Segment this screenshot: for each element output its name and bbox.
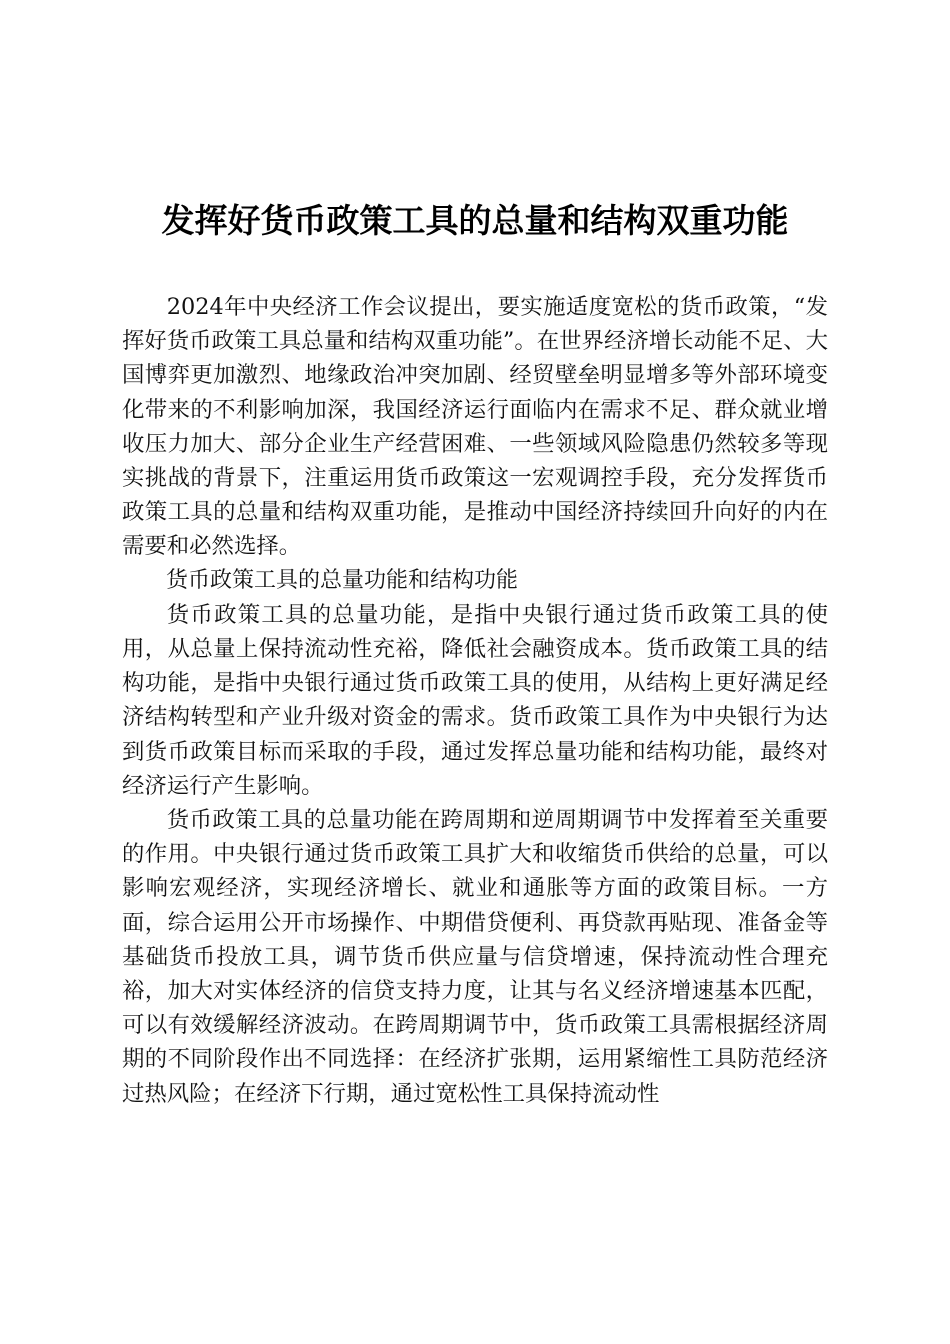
- intro-paragraph: 2024年中央经济工作会议提出，要实施适度宽松的货币政策，“发挥好货币政策工具总量和结构双重功能”。在世界经济增长动能不足、大国博弈更加激烈、地缘政治冲突加剧、经贸壁垒明显增多等外部环境变化带来的不利影响加深，我国经济运行面临内在需求不足、群众就业增收压力加大、部分企业生产经营困难、一些领域风险隐患仍然较多等现实挑战的背景下，注重运用货币政策这一宏观调控手段，充分发挥货币政策工具的总量和结构双重功能，是推动中国经济持续回升向好的内在需要和必然选择。: [122, 294, 828, 560]
- document-body: [122, 290, 828, 1111]
- body-paragraph: 货币政策工具的总量功能，是指中央银行通过货币政策工具的使用，从总量上保持流动性充裕，降低社会融资成本。货币政策工具的结构功能，是指中央银行通过货币政策工具的使用，从结构上更好满足经济结构转型和产业升级对资金的需求。货币政策工具作为中央银行为达到货币政策目标而采取的手段，通过发挥总量功能和结构功能，最终对经济运行产生影响。: [122, 601, 828, 799]
- section-heading: 货币政策工具的总量功能和结构功能: [166, 567, 519, 593]
- body-paragraph: 货币政策工具的总量功能在跨周期和逆周期调节中发挥着至关重要的作用。中央银行通过货币政策工具扩大和收缩货币供给的总量，可以影响宏观经济，实现经济增长、就业和通胀等方面的政策目标。一方面，综合运用公开市场操作、中期借贷便利、再贷款再贴现、准备金等基础货币投放工具，调节货币供应量与信贷增速，保持流动性合理充裕，加大对实体经济的信贷支持力度，让其与名义经济增速基本匹配，可以有效缓解经济波动。在跨周期调节中，货币政策工具需根据经济周期的不同阶段作出不同选择：在经济扩张期，运用紧缩性工具防范经济过热风险；在经济下行期，通过宽松性工具保持流动性: [122, 807, 828, 1107]
- document-title: 发挥好货币政策工具的总量和结构双重功能: [161, 201, 789, 240]
